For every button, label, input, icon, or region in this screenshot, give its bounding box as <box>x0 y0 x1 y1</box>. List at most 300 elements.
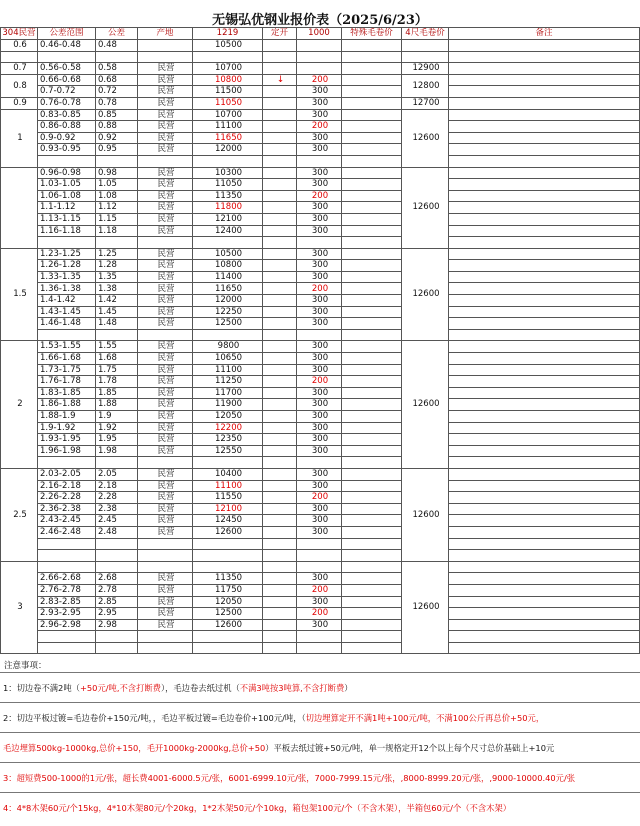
origin-cell <box>138 457 193 469</box>
special-coil-cell <box>342 608 402 620</box>
price-1219-cell: 10400 <box>193 468 263 480</box>
note-line <box>0 792 640 822</box>
origin-cell: 民营 <box>138 619 193 631</box>
price-1000-cell: 300 <box>297 364 342 376</box>
table-row <box>1 155 640 167</box>
fixed-cut-cell <box>263 445 297 457</box>
price-1219-cell: 10500 <box>193 248 263 260</box>
price-1219-cell <box>193 457 263 469</box>
tolerance-cell: 1.05 <box>96 179 138 191</box>
price-1219-cell: 12050 <box>193 411 263 423</box>
remark-cell <box>449 608 640 620</box>
tolerance-cell: 0.48 <box>96 40 138 52</box>
table-row <box>1 515 640 527</box>
remark-cell <box>449 144 640 156</box>
range-cell: 1.16-1.18 <box>38 225 96 237</box>
table-row <box>1 457 640 469</box>
special-coil-cell <box>342 248 402 260</box>
remark-cell <box>449 584 640 596</box>
table-row <box>1 434 640 446</box>
price-table <box>0 27 640 654</box>
origin-cell: 民营 <box>138 132 193 144</box>
table-row <box>1 190 640 202</box>
price-1000-cell: 300 <box>297 109 342 121</box>
tolerance-cell: 1.98 <box>96 445 138 457</box>
origin-cell: 民营 <box>138 596 193 608</box>
fixed-cut-cell <box>263 503 297 515</box>
fixed-cut-cell <box>263 608 297 620</box>
special-coil-cell <box>342 445 402 457</box>
fixed-cut-cell <box>263 97 297 109</box>
table-row <box>1 202 640 214</box>
tolerance-cell <box>96 457 138 469</box>
tolerance-cell: 2.45 <box>96 515 138 527</box>
price-1000-cell: 300 <box>297 434 342 446</box>
tolerance-cell: 0.68 <box>96 74 138 86</box>
price-1219-cell: 12500 <box>193 608 263 620</box>
price-1219-cell: 11350 <box>193 573 263 585</box>
price-1000-cell: 200 <box>297 190 342 202</box>
origin-cell: 民营 <box>138 422 193 434</box>
tolerance-cell: 2.78 <box>96 584 138 596</box>
price-1219-cell <box>193 538 263 550</box>
fixed-cut-cell <box>263 515 297 527</box>
special-coil-cell <box>342 179 402 191</box>
range-cell: 1.86-1.88 <box>38 399 96 411</box>
price-1000-cell: 300 <box>297 573 342 585</box>
origin-cell: 民营 <box>138 353 193 365</box>
price-1000-cell <box>297 538 342 550</box>
price-1000-cell: 300 <box>297 318 342 330</box>
origin-cell: 民营 <box>138 399 193 411</box>
table-row <box>1 445 640 457</box>
price-1219-cell: 10700 <box>193 63 263 75</box>
price-1000-cell: 300 <box>297 515 342 527</box>
special-coil-cell <box>342 202 402 214</box>
thickness-cell: 2 <box>1 341 38 469</box>
origin-cell: 民营 <box>138 434 193 446</box>
tolerance-cell: 1.25 <box>96 248 138 260</box>
origin-cell: 民营 <box>138 179 193 191</box>
tolerance-cell: 0.98 <box>96 167 138 179</box>
remark-cell <box>449 492 640 504</box>
table-row <box>1 283 640 295</box>
range-cell: 1.33-1.35 <box>38 271 96 283</box>
header-cell: 1219 <box>193 28 263 40</box>
special-coil-cell <box>342 132 402 144</box>
tolerance-cell: 1.75 <box>96 364 138 376</box>
note-text: 毛边埋算500kg-1000kg,总价+150，毛开1000kg-2000kg,总价+50 <box>3 743 266 753</box>
remark-cell <box>449 434 640 446</box>
remark-cell <box>449 387 640 399</box>
price-1219-cell: 12000 <box>193 295 263 307</box>
fixed-cut-cell <box>263 295 297 307</box>
table-row <box>1 550 640 562</box>
fixed-cut-cell <box>263 86 297 98</box>
price-1000-cell: 300 <box>297 213 342 225</box>
price-1219-cell: 12200 <box>193 422 263 434</box>
price-1219-cell: 11650 <box>193 132 263 144</box>
note-line <box>0 702 640 732</box>
special-coil-cell <box>342 260 402 272</box>
special-coil-cell <box>342 480 402 492</box>
price-1000-cell: 300 <box>297 503 342 515</box>
table-row <box>1 561 640 573</box>
price-1219-cell: 11100 <box>193 364 263 376</box>
special-coil-cell <box>342 306 402 318</box>
range-cell <box>38 329 96 341</box>
tolerance-cell: 1.92 <box>96 422 138 434</box>
price-1000-cell <box>297 631 342 643</box>
special-coil-cell <box>342 364 402 376</box>
special-coil-cell <box>342 109 402 121</box>
table-row <box>1 387 640 399</box>
tolerance-cell <box>96 329 138 341</box>
thickness-cell: 3 <box>1 561 38 654</box>
thickness-cell: 1.5 <box>1 248 38 341</box>
price-1219-cell: 11050 <box>193 179 263 191</box>
price-1000-cell: 200 <box>297 283 342 295</box>
table-row <box>1 526 640 538</box>
remark-cell <box>449 63 640 75</box>
origin-cell: 民营 <box>138 492 193 504</box>
range-cell: 1.26-1.28 <box>38 260 96 272</box>
table-row <box>1 631 640 643</box>
special-coil-cell <box>342 492 402 504</box>
price-1000-cell: 200 <box>297 376 342 388</box>
price-1219-cell: 12550 <box>193 445 263 457</box>
price-1219-cell: 10650 <box>193 353 263 365</box>
table-row <box>1 619 640 631</box>
tolerance-cell: 2.48 <box>96 526 138 538</box>
price-1000-cell <box>297 329 342 341</box>
price-1219-cell: 12050 <box>193 596 263 608</box>
special-coil-cell <box>342 573 402 585</box>
fixed-cut-cell <box>263 225 297 237</box>
special-coil-cell <box>342 457 402 469</box>
origin-cell: 民营 <box>138 86 193 98</box>
table-row <box>1 353 640 365</box>
header-cell: 304民营 <box>2 28 36 39</box>
range-cell: 0.96-0.98 <box>38 167 96 179</box>
mill-coil-price-cell: 12800 <box>402 74 449 97</box>
range-cell: 2.66-2.68 <box>38 573 96 585</box>
origin-cell: 民营 <box>138 480 193 492</box>
range-cell: 1.43-1.45 <box>38 306 96 318</box>
empty-cell <box>193 51 263 63</box>
mill-coil-price-cell: 12600 <box>402 341 449 469</box>
fixed-cut-cell <box>263 480 297 492</box>
origin-cell: 民营 <box>138 109 193 121</box>
special-coil-cell <box>342 167 402 179</box>
range-cell: 2.46-2.48 <box>38 526 96 538</box>
table-row <box>1 341 640 353</box>
range-cell: 1.73-1.75 <box>38 364 96 376</box>
range-cell: 2.26-2.28 <box>38 492 96 504</box>
price-1219-cell: 10800 <box>193 260 263 272</box>
remark-cell <box>449 295 640 307</box>
remark-cell <box>449 167 640 179</box>
empty-cell <box>1 51 38 63</box>
empty-cell <box>96 51 138 63</box>
special-coil-cell <box>342 387 402 399</box>
tolerance-cell: 1.9 <box>96 411 138 423</box>
price-1219-cell: 12100 <box>193 213 263 225</box>
table-row <box>1 306 640 318</box>
fixed-cut-cell <box>263 584 297 596</box>
fixed-cut-cell <box>263 144 297 156</box>
note-text: 4：4*8木架60元/个15kg，4*10木架80元/个20kg，1*2木架50元/个10kg，箱包架100元/个（不含木架），半箱包60元/个（不含木架） <box>3 803 512 813</box>
tolerance-cell: 0.72 <box>96 86 138 98</box>
range-cell: 2.03-2.05 <box>38 468 96 480</box>
tolerance-cell: 1.48 <box>96 318 138 330</box>
price-1219-cell <box>193 550 263 562</box>
fixed-cut-cell <box>263 202 297 214</box>
range-cell <box>38 538 96 550</box>
tolerance-cell: 0.95 <box>96 144 138 156</box>
price-1000-cell: 300 <box>297 422 342 434</box>
price-1000-cell: 300 <box>297 445 342 457</box>
tolerance-cell: 2.38 <box>96 503 138 515</box>
header-row <box>1 28 640 40</box>
fixed-cut-cell <box>263 306 297 318</box>
range-cell: 2.76-2.78 <box>38 584 96 596</box>
fixed-cut-cell <box>263 376 297 388</box>
special-coil-cell <box>342 329 402 341</box>
thickness-cell: 0.9 <box>1 97 38 109</box>
tolerance-cell: 2.68 <box>96 573 138 585</box>
special-coil-cell <box>342 144 402 156</box>
special-coil-cell <box>342 63 402 75</box>
fixed-cut-cell <box>263 468 297 480</box>
remark-cell <box>449 132 640 144</box>
special-coil-cell <box>342 550 402 562</box>
note-text: +50元/吨,不含打断费 <box>79 683 161 693</box>
special-coil-cell <box>342 341 402 353</box>
fixed-cut-cell <box>263 619 297 631</box>
header-cell: 1000 <box>297 28 342 40</box>
price-1000-cell <box>297 561 342 573</box>
origin-cell: 民营 <box>138 364 193 376</box>
remark-cell <box>449 237 640 249</box>
price-1219-cell <box>193 155 263 167</box>
price-1000-cell: 300 <box>297 411 342 423</box>
special-coil-cell <box>342 642 402 654</box>
note-line <box>0 672 640 702</box>
price-1219-cell: 11050 <box>193 97 263 109</box>
tolerance-cell <box>96 631 138 643</box>
fixed-cut-cell <box>263 457 297 469</box>
table-row <box>1 538 640 550</box>
table-row <box>1 503 640 515</box>
origin-cell: 民营 <box>138 376 193 388</box>
table-row <box>1 225 640 237</box>
tolerance-cell: 0.88 <box>96 121 138 133</box>
fixed-cut-cell <box>263 642 297 654</box>
fixed-cut-cell <box>263 167 297 179</box>
tolerance-cell: 1.95 <box>96 434 138 446</box>
tolerance-cell: 1.18 <box>96 225 138 237</box>
tolerance-cell <box>96 550 138 562</box>
price-1000-cell <box>297 550 342 562</box>
price-1000-cell <box>297 237 342 249</box>
range-cell: 2.83-2.85 <box>38 596 96 608</box>
table-row <box>1 584 640 596</box>
range-cell <box>38 550 96 562</box>
tolerance-cell <box>96 538 138 550</box>
range-cell: 1.4-1.42 <box>38 295 96 307</box>
price-1000-cell: 200 <box>297 121 342 133</box>
range-cell: 1.23-1.25 <box>38 248 96 260</box>
price-1000-cell <box>297 457 342 469</box>
mill-coil-price-cell: 12700 <box>402 97 449 109</box>
range-cell: 1.46-1.48 <box>38 318 96 330</box>
origin-cell: 民营 <box>138 573 193 585</box>
thickness-cell: 0.7 <box>1 63 38 75</box>
header-cell: 备注 <box>449 28 640 40</box>
header-cell: 公差范围 <box>38 28 96 40</box>
remark-cell <box>449 457 640 469</box>
price-1000-cell: 300 <box>297 86 342 98</box>
range-cell: 2.96-2.98 <box>38 619 96 631</box>
range-cell: 1.9-1.92 <box>38 422 96 434</box>
price-1219-cell: 11800 <box>193 202 263 214</box>
price-1000-cell <box>297 642 342 654</box>
price-1219-cell: 12600 <box>193 619 263 631</box>
price-1000-cell: 300 <box>297 306 342 318</box>
price-1219-cell: 11500 <box>193 86 263 98</box>
special-coil-cell <box>342 225 402 237</box>
fixed-cut-cell <box>263 40 297 52</box>
origin-cell: 民营 <box>138 225 193 237</box>
tolerance-cell: 1.78 <box>96 376 138 388</box>
tolerance-cell: 1.42 <box>96 295 138 307</box>
price-1219-cell <box>193 237 263 249</box>
origin-cell: 民营 <box>138 608 193 620</box>
fixed-cut-cell: ↓ <box>263 74 297 86</box>
origin-cell: 民营 <box>138 248 193 260</box>
special-coil-cell <box>342 121 402 133</box>
table-row <box>1 74 640 86</box>
special-coil-cell <box>342 97 402 109</box>
tolerance-cell: 0.78 <box>96 97 138 109</box>
tolerance-cell <box>96 642 138 654</box>
spacer-row <box>1 51 640 63</box>
fixed-cut-cell <box>263 341 297 353</box>
tolerance-cell: 1.28 <box>96 260 138 272</box>
remark-cell <box>449 538 640 550</box>
fixed-cut-cell <box>263 492 297 504</box>
price-1000-cell: 300 <box>297 619 342 631</box>
price-1219-cell: 12100 <box>193 503 263 515</box>
fixed-cut-cell <box>263 411 297 423</box>
table-row <box>1 260 640 272</box>
header-cell: 产地 <box>138 28 193 40</box>
special-coil-cell <box>342 596 402 608</box>
mill-coil-price-cell <box>402 40 449 52</box>
remark-cell <box>449 329 640 341</box>
remark-cell <box>449 341 640 353</box>
table-row <box>1 144 640 156</box>
remark-cell <box>449 86 640 98</box>
remark-cell <box>449 306 640 318</box>
note-text: 3：超短费500-1000的1元/张，超长费4001-6000.5元/张，6001-6999.10元/张，7000-7999.15元/张，,8000-8999.20元/张，,9000-10000.40元/张 <box>3 773 576 783</box>
origin-cell: 民营 <box>138 202 193 214</box>
price-1000-cell: 300 <box>297 480 342 492</box>
special-coil-cell <box>342 353 402 365</box>
fixed-cut-cell <box>263 422 297 434</box>
mill-coil-price-cell: 12600 <box>402 248 449 341</box>
fixed-cut-cell <box>263 248 297 260</box>
origin-cell: 民营 <box>138 283 193 295</box>
tolerance-cell: 1.68 <box>96 353 138 365</box>
fixed-cut-cell <box>263 329 297 341</box>
price-1000-cell: 300 <box>297 260 342 272</box>
origin-cell: 民营 <box>138 144 193 156</box>
special-coil-cell <box>342 237 402 249</box>
special-coil-cell <box>342 538 402 550</box>
remark-cell <box>449 480 640 492</box>
price-1000-cell: 300 <box>297 248 342 260</box>
special-coil-cell <box>342 190 402 202</box>
table-row <box>1 63 640 75</box>
tolerance-cell: 1.35 <box>96 271 138 283</box>
fixed-cut-cell <box>263 364 297 376</box>
thickness-cell: 0.8 <box>1 74 38 97</box>
table-row <box>1 411 640 423</box>
fixed-cut-cell <box>263 63 297 75</box>
table-row <box>1 596 640 608</box>
price-1000-cell: 300 <box>297 596 342 608</box>
table-row <box>1 295 640 307</box>
price-1000-cell: 300 <box>297 526 342 538</box>
special-coil-cell <box>342 619 402 631</box>
range-cell: 1.36-1.38 <box>38 283 96 295</box>
notes-heading: 注意事项： <box>4 661 47 671</box>
remark-cell <box>449 364 640 376</box>
tolerance-cell: 0.92 <box>96 132 138 144</box>
remark-cell <box>449 526 640 538</box>
price-1219-cell: 12500 <box>193 318 263 330</box>
origin-cell: 民营 <box>138 271 193 283</box>
price-1219-cell: 11750 <box>193 584 263 596</box>
price-1219-cell: 11350 <box>193 190 263 202</box>
remark-cell <box>449 468 640 480</box>
price-1219-cell: 11100 <box>193 480 263 492</box>
price-1000-cell: 300 <box>297 202 342 214</box>
range-cell: 1.83-1.85 <box>38 387 96 399</box>
table-row <box>1 399 640 411</box>
remark-cell <box>449 190 640 202</box>
origin-cell: 民营 <box>138 167 193 179</box>
special-coil-cell <box>342 526 402 538</box>
tolerance-cell: 2.95 <box>96 608 138 620</box>
price-1000-cell: 200 <box>297 492 342 504</box>
price-1000-cell <box>297 63 342 75</box>
note-text: 2：切边平板过镀=毛边卷价+150元/吨，，毛边平板过镀=毛边卷价+100元/吨，（ <box>3 713 306 723</box>
tolerance-cell: 1.55 <box>96 341 138 353</box>
origin-cell <box>138 550 193 562</box>
header-cell: 特殊毛卷价 <box>342 28 402 40</box>
remark-cell <box>449 40 640 52</box>
special-coil-cell <box>342 40 402 52</box>
origin-cell: 民营 <box>138 260 193 272</box>
mill-coil-price-cell: 12900 <box>402 63 449 75</box>
tolerance-cell <box>96 155 138 167</box>
origin-cell: 民营 <box>138 503 193 515</box>
origin-cell <box>138 631 193 643</box>
remark-cell <box>449 179 640 191</box>
